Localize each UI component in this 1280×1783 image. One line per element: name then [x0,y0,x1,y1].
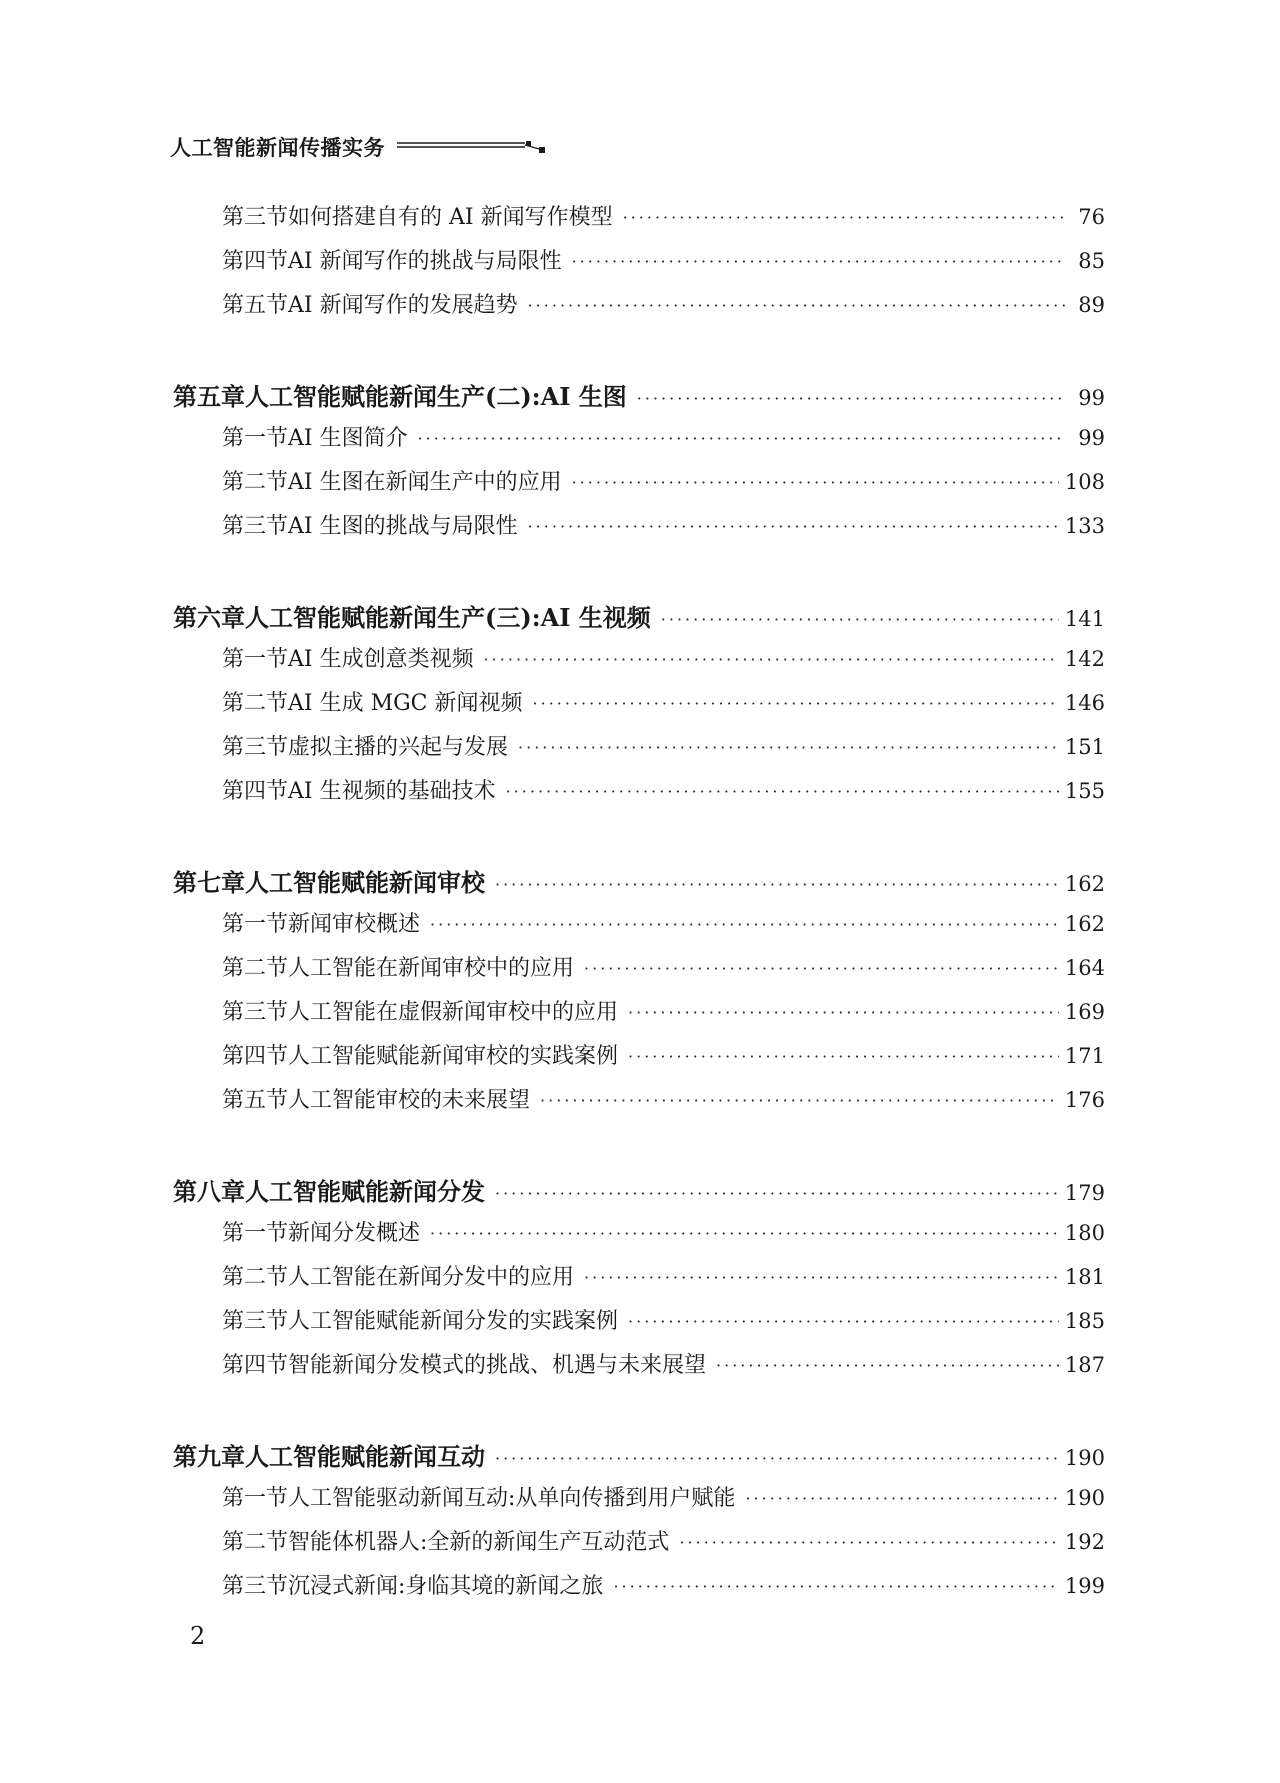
dot-leader [745,1489,1058,1508]
book-title: 人工智能新闻传播实务 [170,135,385,160]
toc-section-entry [222,1304,1105,1335]
section-number: 第二节 [222,1530,289,1555]
toc-section-entry [222,1260,1105,1291]
section-number: 第三节 [222,735,289,760]
chapter-title: 人工智能赋能新闻生产(三):AI 生视频 [245,603,651,632]
section-title: AI 生图在新闻生产中的应用 [288,470,562,495]
section-number: 第一节 [222,426,289,451]
toc-section-entry [222,1039,1105,1070]
toc-section-entry [222,200,1105,231]
dot-leader [628,1003,1059,1022]
section-number: 第一节 [222,912,289,937]
section-number: 第一节 [222,1486,289,1511]
page-ref: 192 [1064,1530,1105,1554]
toc-section-entry [222,421,1105,452]
page-ref: 180 [1064,1221,1105,1245]
section-number: 第一节 [222,647,289,672]
section-title: AI 生视频的基础技术 [288,779,496,804]
page-ref: 185 [1064,1309,1105,1333]
chapter-number: 第五章 [173,382,245,411]
section-number: 第四节 [222,249,289,274]
chapter-title: 人工智能赋能新闻审校 [245,868,485,897]
dot-leader [533,694,1059,713]
chapter-number: 第八章 [173,1177,245,1206]
chapter-number: 第七章 [173,868,245,897]
section-number: 第四节 [222,1353,289,1378]
page-ref: 141 [1064,607,1105,631]
dot-leader [572,473,1059,492]
page-ref: 181 [1064,1265,1105,1289]
chapter-title: 人工智能赋能新闻互动 [245,1442,485,1471]
toc-section-entry [222,1083,1105,1114]
section-number: 第一节 [222,1221,289,1246]
dot-leader [528,296,1065,315]
page-ref: 108 [1064,470,1105,494]
toc-chapter-entry [173,1437,1105,1472]
toc-section-entry [222,642,1105,673]
section-number: 第三节 [222,1574,289,1599]
page-ref: 146 [1064,691,1105,715]
dot-leader [506,782,1059,801]
page-ref: 142 [1064,647,1105,671]
section-title: 沉浸式新闻:身临其境的新闻之旅 [288,1574,604,1599]
page-ref: 162 [1064,872,1105,896]
toc-section-entry [222,1348,1105,1379]
page-ref: 99 [1078,426,1105,450]
dot-leader [430,1224,1059,1243]
dot-leader [613,1577,1058,1596]
page-ref: 76 [1078,205,1105,229]
chapter-number: 第六章 [173,603,245,632]
page-ref: 171 [1064,1044,1105,1068]
dot-leader [628,1047,1059,1066]
section-title: 新闻审校概述 [288,912,421,937]
dot-leader [572,252,1065,271]
section-title: 新闻分发概述 [288,1221,421,1246]
section-number: 第三节 [222,514,289,539]
section-number: 第四节 [222,779,289,804]
page-ref: 199 [1064,1574,1105,1598]
section-title: AI 新闻写作的挑战与局限性 [288,249,562,274]
section-title: 智能体机器人:全新的新闻生产互动范式 [288,1530,670,1555]
page-ref: 169 [1064,1000,1105,1024]
dot-leader [528,517,1059,536]
dot-leader [430,915,1059,934]
page-ref: 190 [1064,1486,1105,1510]
toc-section-entry [222,774,1105,805]
page-number: 2 [190,1622,206,1650]
toc-chapter-entry [173,863,1105,898]
toc-section-entry [222,1481,1105,1512]
page-ref: 162 [1064,912,1105,936]
toc-section-entry [222,995,1105,1026]
dot-leader [484,650,1059,669]
page-ref: 89 [1078,293,1105,317]
section-title: 虚拟主播的兴起与发展 [288,735,509,760]
toc-section-entry [222,907,1105,938]
section-title: 人工智能赋能新闻审校的实践案例 [288,1044,619,1069]
toc-section-entry [222,730,1105,761]
section-title: 人工智能在虚假新闻审校中的应用 [288,1000,619,1025]
section-title: AI 生图简介 [288,426,408,451]
toc-section-entry [222,951,1105,982]
toc-section-entry [222,244,1105,275]
page-ref: 85 [1078,249,1105,273]
section-title: 智能新闻分发模式的挑战、机遇与未来展望 [288,1353,707,1378]
page-ref: 179 [1064,1181,1105,1205]
dot-leader [495,875,1059,894]
toc-section-entry [222,465,1105,496]
section-number: 第二节 [222,470,289,495]
section-title: 如何搭建自有的 AI 新闻写作模型 [288,205,613,230]
section-number: 第二节 [222,1265,289,1290]
toc-chapter-entry [173,377,1105,412]
dot-leader [495,1184,1059,1203]
section-title: 人工智能赋能新闻分发的实践案例 [288,1309,619,1334]
section-title: 人工智能在新闻分发中的应用 [288,1265,575,1290]
section-number: 第二节 [222,956,289,981]
dot-leader [418,429,1065,448]
page-ref: 155 [1064,779,1105,803]
section-title: 人工智能驱动新闻互动:从单向传播到用户赋能 [288,1486,736,1511]
section-number: 第五节 [222,1088,289,1113]
toc-section-entry [222,288,1105,319]
page-ref: 176 [1064,1088,1105,1112]
running-head [170,132,547,162]
dot-leader [716,1356,1059,1375]
section-number: 第二节 [222,691,289,716]
dot-leader [679,1533,1058,1552]
page-ref: 133 [1064,514,1105,538]
page-ref: 190 [1064,1446,1105,1470]
toc-section-entry [222,1525,1105,1556]
toc-chapter-entry [173,1172,1105,1207]
section-number: 第四节 [222,1044,289,1069]
section-number: 第三节 [222,1309,289,1334]
section-title: AI 生成创意类视频 [288,647,474,672]
dot-leader [518,738,1059,757]
page-ref: 99 [1078,386,1105,410]
chapter-title: 人工智能赋能新闻生产(二):AI 生图 [245,382,627,411]
toc-section-entry [222,1216,1105,1247]
page-ref: 187 [1064,1353,1105,1377]
section-title: 人工智能在新闻审校中的应用 [288,956,575,981]
toc-section-entry [222,509,1105,540]
dot-leader [623,208,1065,227]
page-ref: 164 [1064,956,1105,980]
chapter-title: 人工智能赋能新闻分发 [245,1177,485,1206]
section-title: AI 生图的挑战与局限性 [288,514,518,539]
header-rule-ornament [397,140,547,154]
section-title: AI 生成 MGC 新闻视频 [288,691,523,716]
dot-leader [584,959,1059,978]
toc-section-entry [222,686,1105,717]
page-ref: 151 [1064,735,1105,759]
section-number: 第三节 [222,205,289,230]
dot-leader [628,1312,1059,1331]
section-title: AI 新闻写作的发展趋势 [288,293,518,318]
dot-leader [661,610,1059,629]
dot-leader [495,1449,1059,1468]
toc-chapter-entry [173,598,1105,633]
section-title: 人工智能审校的未来展望 [288,1088,531,1113]
dot-leader [637,389,1065,408]
dot-leader [540,1091,1059,1110]
section-number: 第三节 [222,1000,289,1025]
dot-leader [584,1268,1059,1287]
toc-section-entry [222,1569,1105,1600]
section-number: 第五节 [222,293,289,318]
chapter-number: 第九章 [173,1442,245,1471]
